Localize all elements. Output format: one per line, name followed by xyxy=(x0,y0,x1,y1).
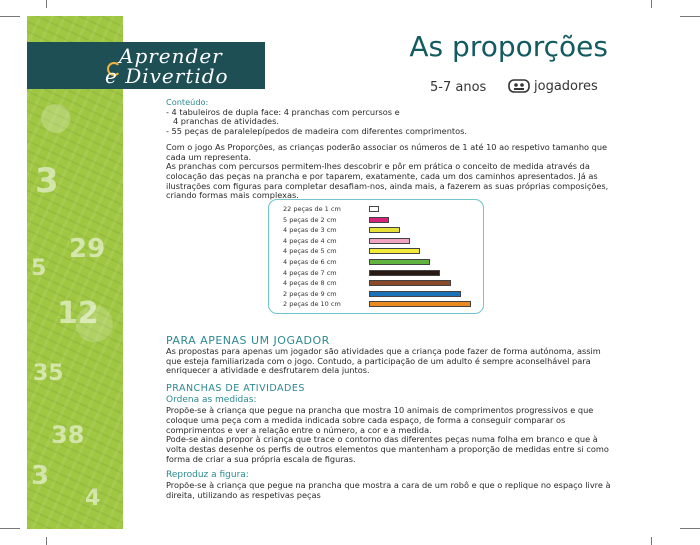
figure-title: Reproduz a figura: xyxy=(166,470,249,481)
contents-item: - 55 peças de paralelepípedos de madeira com diferentes comprimentos. xyxy=(166,126,467,137)
legend-bar xyxy=(369,291,461,297)
logo-text-line1: Aprender xyxy=(119,44,223,68)
order-title: Ordena as medidas: xyxy=(166,395,257,406)
pieces-legend-chart xyxy=(268,199,484,314)
legend-row xyxy=(269,225,481,235)
legend-label: 4 peças de 5 cm xyxy=(283,247,337,256)
legend-label: 2 peças de 9 cm xyxy=(283,289,337,298)
strip-number: 38 xyxy=(51,421,85,449)
crop-mark xyxy=(680,16,700,17)
legend-bar xyxy=(369,217,389,223)
age-range: 5-7 anos xyxy=(430,80,487,95)
brand-logo xyxy=(27,42,265,89)
crop-mark xyxy=(680,528,700,529)
single-player-heading: PARA APENAS UM JOGADOR xyxy=(166,334,330,347)
legend-row xyxy=(269,268,481,278)
players-indicator xyxy=(508,78,598,94)
legend-row xyxy=(269,204,481,214)
legend-label: 4 peças de 3 cm xyxy=(283,226,337,235)
strip-number: 3 xyxy=(31,461,50,491)
strip-number: 35 xyxy=(33,361,64,386)
crop-mark xyxy=(0,528,20,529)
strip-number: 5 xyxy=(31,256,47,281)
players-label: jogadores xyxy=(534,78,598,94)
green-decorative-strip xyxy=(27,16,123,529)
legend-label: 4 peças de 4 cm xyxy=(283,236,337,245)
legend-bar xyxy=(369,270,440,276)
legend-row xyxy=(269,278,481,288)
legend-row xyxy=(269,246,481,256)
order-paragraph: Propõe-se à criança que pegue na prancha que mostra 10 animais de comprimentos progressivos e que coloque uma peça com a medida indicada sobre cada espaço, de forma a conseguir comparar os comprimentos e ver a relação entre o número, a cor e a medida. xyxy=(166,405,594,435)
main-content xyxy=(166,98,611,201)
single-player-text: As propostas para apenas um jogador são atividades que a criança pode fazer de forma autónoma, assim que esteja familiarizada com o jogo. Contudo, a participação de um adulto é sempre aconselhável para enriquecer a atividade e desfrutarem dela juntos. xyxy=(166,346,601,376)
legend-bar xyxy=(369,301,471,307)
crop-mark xyxy=(46,537,47,545)
crop-mark xyxy=(0,16,20,17)
single-player-icon xyxy=(508,78,530,94)
strip-number: 12 xyxy=(57,296,99,331)
legend-label: 22 peças de 1 cm xyxy=(283,205,341,213)
legend-bar xyxy=(369,259,430,265)
legend-bar xyxy=(369,238,410,244)
legend-row xyxy=(269,236,481,246)
figure-paragraph: Propõe-se à criança que pegue na prancha que mostra a cara de um robô e que o replique no espaço livre à direita, utilizando as respetivas peças xyxy=(166,480,611,501)
crop-mark xyxy=(46,0,47,8)
legend-label: 5 peças de 2 cm xyxy=(283,215,337,224)
legend-label: 4 peças de 7 cm xyxy=(283,268,337,277)
strip-number: 4 xyxy=(85,486,101,511)
activities-heading: PRANCHAS DE ATIVIDADES xyxy=(166,383,305,395)
contents-item: 4 pranchas de atividades. xyxy=(173,116,279,127)
page-title: As proporções xyxy=(409,30,608,63)
legend-row xyxy=(269,299,481,309)
legend-label: 2 peças de 10 cm xyxy=(283,300,341,309)
legend-row xyxy=(269,257,481,267)
intro-paragraph: As pranchas com percursos permitem-lhes descobrir e pôr em prática o conceito de medida através da colocação das peças na prancha e por taparem, exatamente, cada um dos caminhos apresentados. Já as ilustrações com figuras para completar desafiam-nos, ainda mais, a fazerem as suas próprias composições, criando formas mais complexas. xyxy=(166,161,609,201)
legend-label: 4 peças de 8 cm xyxy=(283,279,337,288)
legend-bar xyxy=(369,206,379,212)
contents-label: Conteúdo: xyxy=(166,97,209,107)
crop-mark xyxy=(651,0,652,8)
legend-row xyxy=(269,289,481,299)
legend-bar xyxy=(369,280,451,286)
intro-paragraph: Com o jogo As Proporções, as crianças poderão associar os números de 1 até 10 ao respetivo tamanho que cada um representa. xyxy=(166,141,608,162)
crop-mark xyxy=(651,537,652,545)
legend-label: 4 peças de 6 cm xyxy=(283,258,337,266)
legend-row xyxy=(269,215,481,225)
legend-bar xyxy=(369,227,400,233)
legend-bar xyxy=(369,248,420,254)
logo-text-line2: e Divertido xyxy=(105,64,229,88)
instructions xyxy=(166,334,611,501)
strip-number: 29 xyxy=(69,234,106,264)
order-paragraph: Pode-se ainda propor à criança que trace o contorno das diferentes peças numa folha em branco e que à volta destas desenhe os perfis de outros elementos que mantenham a proporção de medidas entre si como forma de criar a sua própria escala de figuras. xyxy=(166,434,609,464)
contents-item: - 4 tabuleiros de dupla face: 4 pranchas com percursos e xyxy=(166,106,400,117)
strip-number: 3 xyxy=(35,161,59,201)
